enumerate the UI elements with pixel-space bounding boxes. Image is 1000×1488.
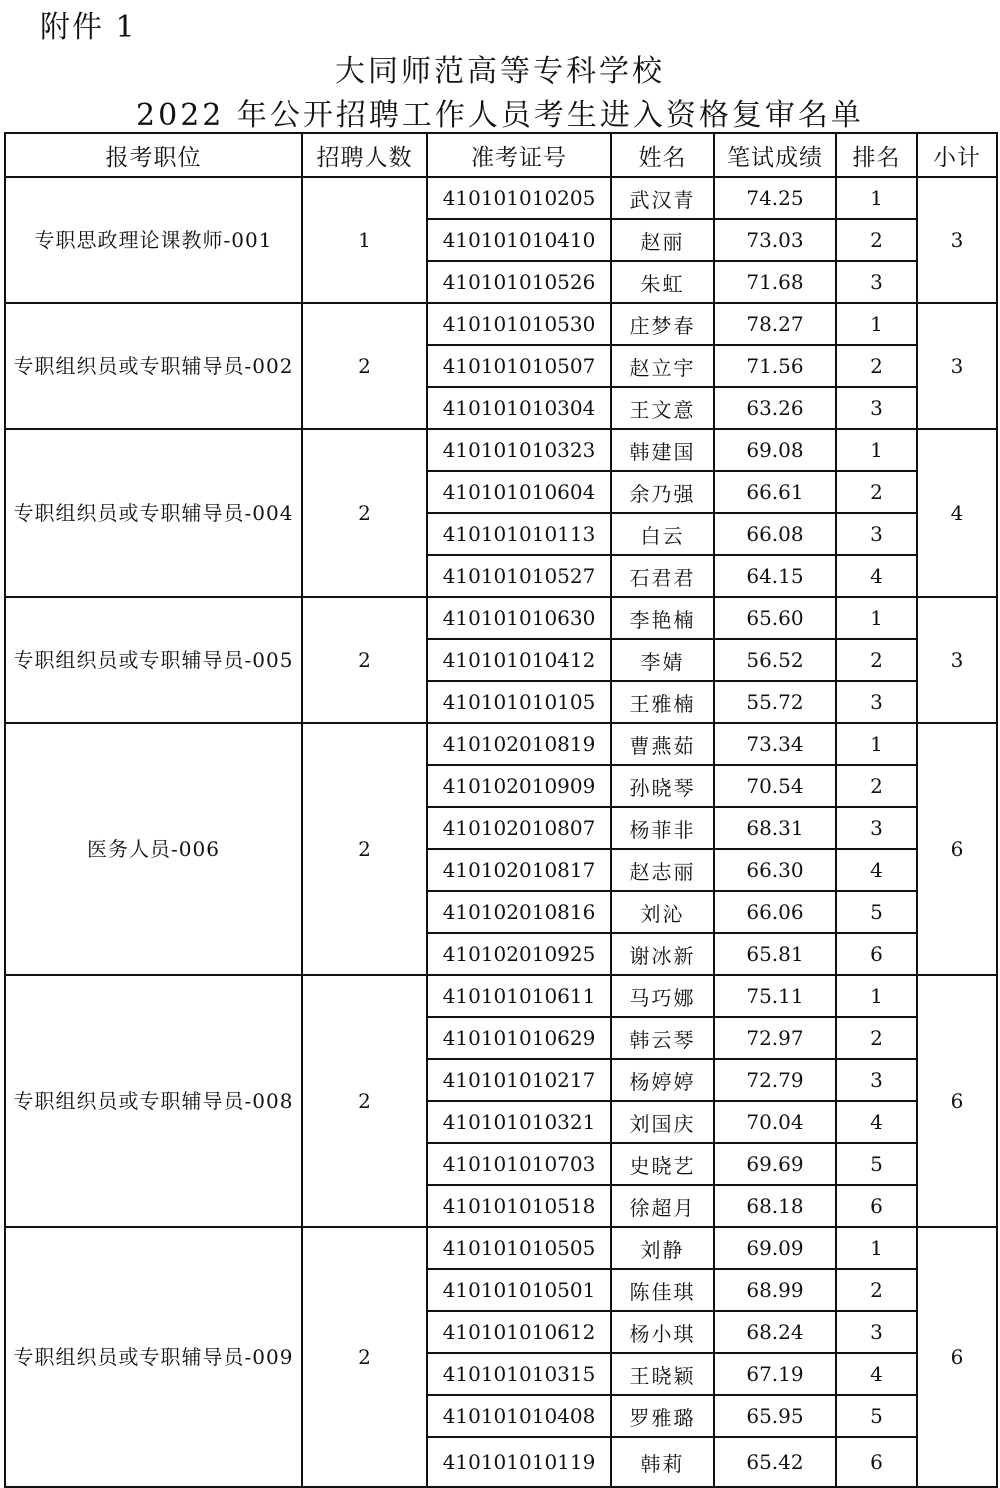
name-cell: 赵志丽 <box>611 849 714 891</box>
rank-cell: 3 <box>836 807 917 849</box>
rank-cell: 2 <box>836 639 917 681</box>
exam-no-cell: 410101010105 <box>427 681 611 723</box>
rank-cell: 2 <box>836 345 917 387</box>
score-cell: 71.68 <box>714 261 836 303</box>
score-cell: 56.52 <box>714 639 836 681</box>
position-cell: 专职组织员或专职辅导员-009 <box>5 1227 302 1487</box>
position-cell: 专职组织员或专职辅导员-004 <box>5 429 302 597</box>
rank-cell: 1 <box>836 177 917 219</box>
rank-cell: 2 <box>836 219 917 261</box>
rank-cell: 2 <box>836 1269 917 1311</box>
header-quota: 招聘人数 <box>302 133 427 177</box>
exam-no-cell: 410101010703 <box>427 1143 611 1185</box>
rank-cell: 1 <box>836 1227 917 1269</box>
score-cell: 78.27 <box>714 303 836 345</box>
name-cell: 李艳楠 <box>611 597 714 639</box>
name-cell: 余乃强 <box>611 471 714 513</box>
position-cell: 医务人员-006 <box>5 723 302 975</box>
name-cell: 王文意 <box>611 387 714 429</box>
rank-cell: 1 <box>836 723 917 765</box>
quota-cell: 2 <box>302 723 427 975</box>
rank-cell: 6 <box>836 1185 917 1227</box>
rank-cell: 3 <box>836 261 917 303</box>
score-cell: 55.72 <box>714 681 836 723</box>
name-cell: 赵丽 <box>611 219 714 261</box>
name-cell: 赵立宇 <box>611 345 714 387</box>
table-row <box>5 723 997 765</box>
header-position: 报考职位 <box>5 133 302 177</box>
rank-cell: 4 <box>836 555 917 597</box>
score-cell: 74.25 <box>714 177 836 219</box>
exam-no-cell: 410101010412 <box>427 639 611 681</box>
name-cell: 马巧娜 <box>611 975 714 1017</box>
exam-no-cell: 410102010816 <box>427 891 611 933</box>
score-cell: 69.69 <box>714 1143 836 1185</box>
name-cell: 刘国庆 <box>611 1101 714 1143</box>
rank-cell: 1 <box>836 429 917 471</box>
score-cell: 66.06 <box>714 891 836 933</box>
rank-cell: 4 <box>836 1353 917 1395</box>
exam-no-cell: 410101010119 <box>427 1437 611 1487</box>
rank-cell: 3 <box>836 1311 917 1353</box>
score-cell: 65.81 <box>714 933 836 975</box>
exam-no-cell: 410101010527 <box>427 555 611 597</box>
score-cell: 73.34 <box>714 723 836 765</box>
subtotal-cell: 6 <box>917 1227 997 1487</box>
score-cell: 69.09 <box>714 1227 836 1269</box>
document-subtitle: 2022 年公开招聘工作人员考生进入资格复审名单 <box>136 98 864 133</box>
rank-cell: 4 <box>836 849 917 891</box>
score-cell: 66.08 <box>714 513 836 555</box>
score-cell: 69.08 <box>714 429 836 471</box>
score-cell: 71.56 <box>714 345 836 387</box>
name-cell: 王雅楠 <box>611 681 714 723</box>
name-cell: 谢冰新 <box>611 933 714 975</box>
score-cell: 66.30 <box>714 849 836 891</box>
exam-no-cell: 410101010518 <box>427 1185 611 1227</box>
rank-cell: 5 <box>836 1395 917 1437</box>
score-cell: 70.04 <box>714 1101 836 1143</box>
name-cell: 韩莉 <box>611 1437 714 1487</box>
name-cell: 陈佳琪 <box>611 1269 714 1311</box>
table-row <box>5 429 997 471</box>
quota-cell: 2 <box>302 1227 427 1487</box>
exam-no-cell: 410101010612 <box>427 1311 611 1353</box>
score-cell: 65.42 <box>714 1437 836 1487</box>
exam-no-cell: 410102010819 <box>427 723 611 765</box>
exam-no-cell: 410101010501 <box>427 1269 611 1311</box>
exam-no-cell: 410101010526 <box>427 261 611 303</box>
quota-cell: 1 <box>302 177 427 303</box>
name-cell: 杨菲非 <box>611 807 714 849</box>
exam-no-cell: 410101010630 <box>427 597 611 639</box>
score-cell: 75.11 <box>714 975 836 1017</box>
subtotal-cell: 4 <box>917 429 997 597</box>
name-cell: 刘沁 <box>611 891 714 933</box>
quota-cell: 2 <box>302 303 427 429</box>
table-row <box>5 177 997 219</box>
score-cell: 67.19 <box>714 1353 836 1395</box>
name-cell: 白云 <box>611 513 714 555</box>
score-cell: 68.18 <box>714 1185 836 1227</box>
position-cell: 专职组织员或专职辅导员-008 <box>5 975 302 1227</box>
name-cell: 武汉青 <box>611 177 714 219</box>
name-cell: 罗雅璐 <box>611 1395 714 1437</box>
candidate-table <box>4 132 998 1488</box>
subtotal-cell: 6 <box>917 975 997 1227</box>
name-cell: 史晓艺 <box>611 1143 714 1185</box>
rank-cell: 3 <box>836 1059 917 1101</box>
rank-cell: 1 <box>836 303 917 345</box>
name-cell: 杨婷婷 <box>611 1059 714 1101</box>
exam-no-cell: 410101010410 <box>427 219 611 261</box>
quota-cell: 2 <box>302 597 427 723</box>
table-row <box>5 975 997 1017</box>
exam-no-cell: 410102010817 <box>427 849 611 891</box>
subtotal-cell: 3 <box>917 303 997 429</box>
exam-no-cell: 410101010113 <box>427 513 611 555</box>
table-row <box>5 303 997 345</box>
header-row <box>5 133 997 177</box>
name-cell: 杨小琪 <box>611 1311 714 1353</box>
rank-cell: 1 <box>836 597 917 639</box>
subtotal-cell: 3 <box>917 177 997 303</box>
header-rank: 排名 <box>836 133 917 177</box>
name-cell: 曹燕茹 <box>611 723 714 765</box>
exam-no-cell: 410101010629 <box>427 1017 611 1059</box>
exam-no-cell: 410101010505 <box>427 1227 611 1269</box>
attachment-label: 附件 1 <box>40 10 137 45</box>
score-cell: 65.60 <box>714 597 836 639</box>
rank-cell: 3 <box>836 387 917 429</box>
name-cell: 朱虹 <box>611 261 714 303</box>
score-cell: 72.97 <box>714 1017 836 1059</box>
score-cell: 73.03 <box>714 219 836 261</box>
rank-cell: 3 <box>836 681 917 723</box>
quota-cell: 2 <box>302 975 427 1227</box>
name-cell: 王晓颖 <box>611 1353 714 1395</box>
exam-no-cell: 410101010611 <box>427 975 611 1017</box>
rank-cell: 6 <box>836 933 917 975</box>
rank-cell: 2 <box>836 471 917 513</box>
exam-no-cell: 410101010323 <box>427 429 611 471</box>
rank-cell: 1 <box>836 975 917 1017</box>
score-cell: 65.95 <box>714 1395 836 1437</box>
rank-cell: 2 <box>836 765 917 807</box>
name-cell: 庄梦春 <box>611 303 714 345</box>
exam-no-cell: 410101010604 <box>427 471 611 513</box>
exam-no-cell: 410102010925 <box>427 933 611 975</box>
position-cell: 专职思政理论课教师-001 <box>5 177 302 303</box>
exam-no-cell: 410101010530 <box>427 303 611 345</box>
exam-no-cell: 410102010909 <box>427 765 611 807</box>
name-cell: 韩云琴 <box>611 1017 714 1059</box>
score-cell: 68.31 <box>714 807 836 849</box>
header-subtotal: 小计 <box>917 133 997 177</box>
position-cell: 专职组织员或专职辅导员-005 <box>5 597 302 723</box>
document-title: 大同师范高等专科学校 <box>335 54 665 89</box>
exam-no-cell: 410101010507 <box>427 345 611 387</box>
score-cell: 64.15 <box>714 555 836 597</box>
quota-cell: 2 <box>302 429 427 597</box>
rank-cell: 5 <box>836 891 917 933</box>
score-cell: 68.99 <box>714 1269 836 1311</box>
name-cell: 刘静 <box>611 1227 714 1269</box>
name-cell: 孙晓琴 <box>611 765 714 807</box>
exam-no-cell: 410101010315 <box>427 1353 611 1395</box>
subtotal-cell: 6 <box>917 723 997 975</box>
table-row <box>5 597 997 639</box>
score-cell: 72.79 <box>714 1059 836 1101</box>
table-row <box>5 1227 997 1269</box>
score-cell: 68.24 <box>714 1311 836 1353</box>
rank-cell: 4 <box>836 1101 917 1143</box>
exam-no-cell: 410101010321 <box>427 1101 611 1143</box>
header-score: 笔试成绩 <box>714 133 836 177</box>
exam-no-cell: 410101010217 <box>427 1059 611 1101</box>
subtotal-cell: 3 <box>917 597 997 723</box>
name-cell: 石君君 <box>611 555 714 597</box>
exam-no-cell: 410101010304 <box>427 387 611 429</box>
rank-cell: 5 <box>836 1143 917 1185</box>
exam-no-cell: 410102010807 <box>427 807 611 849</box>
rank-cell: 3 <box>836 513 917 555</box>
name-cell: 李婧 <box>611 639 714 681</box>
score-cell: 70.54 <box>714 765 836 807</box>
score-cell: 63.26 <box>714 387 836 429</box>
rank-cell: 2 <box>836 1017 917 1059</box>
position-cell: 专职组织员或专职辅导员-002 <box>5 303 302 429</box>
score-cell: 66.61 <box>714 471 836 513</box>
exam-no-cell: 410101010205 <box>427 177 611 219</box>
name-cell: 徐超月 <box>611 1185 714 1227</box>
table-body <box>5 177 997 1487</box>
rank-cell: 6 <box>836 1437 917 1487</box>
header-name: 姓名 <box>611 133 714 177</box>
header-exam-no: 准考证号 <box>427 133 611 177</box>
exam-no-cell: 410101010408 <box>427 1395 611 1437</box>
name-cell: 韩建国 <box>611 429 714 471</box>
